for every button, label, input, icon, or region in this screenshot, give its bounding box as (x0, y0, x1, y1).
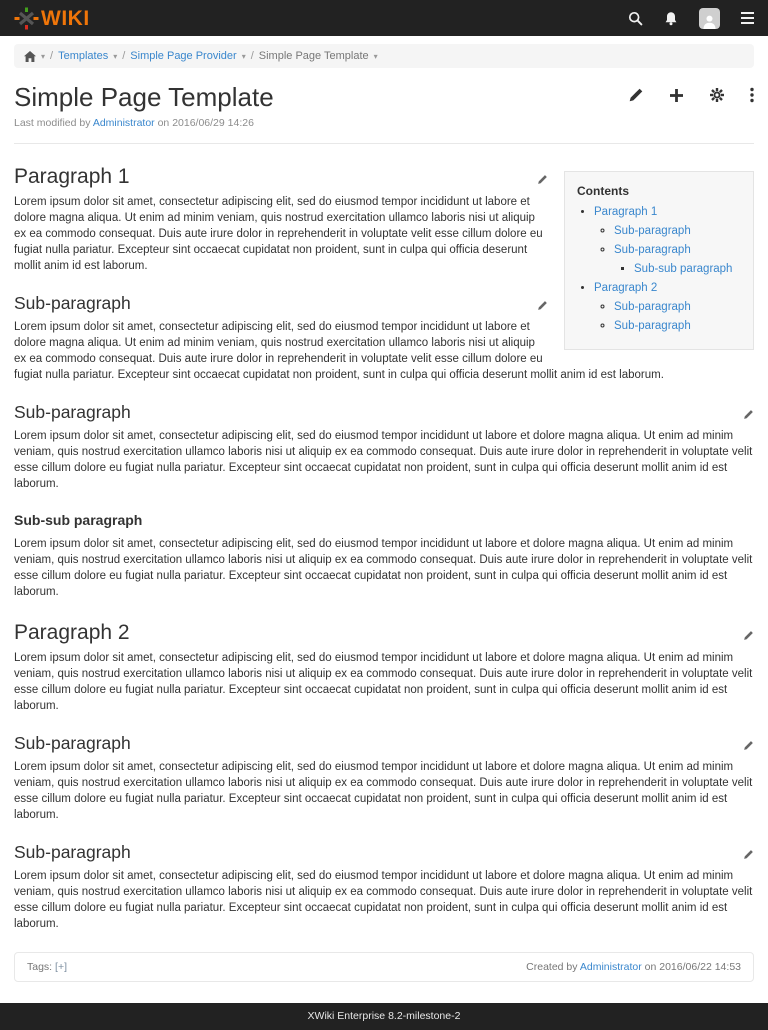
home-icon[interactable] (24, 51, 36, 62)
section-edit-pencil-icon[interactable] (537, 295, 548, 311)
section-heading: Paragraph 1 (14, 164, 130, 188)
toc-item (594, 204, 741, 277)
toc-link-sub-paragraph[interactable]: Sub-paragraph (614, 243, 691, 256)
brand-word: WIKI (41, 6, 90, 30)
modified-prefix: Last modified by (14, 116, 91, 129)
section-sub-sub-paragraph (14, 512, 754, 600)
more-actions-kebab-icon[interactable] (750, 87, 754, 103)
toc-item (614, 242, 741, 277)
drawer-menu-icon[interactable] (741, 12, 754, 24)
section-paragraph-2 (14, 620, 754, 714)
section-heading: Sub-sub paragraph (14, 511, 143, 528)
breadcrumb-item-current: Simple Page Template (258, 50, 369, 62)
section-body: Lorem ipsum dolor sit amet, consectetur adipiscing elit, sed do eiusmod tempor incididunt ut labore et dolore magna aliqua. Ut enim ad minim veniam, quis nostrud exercitation ullamco laboris nisi ut aliquip ex ea commodo consequat. Duis aute irure dolor in reprehenderit in voluptate velit esse cillum dolore eu fugiat nulla pariatur. Excepteur sint occaecat cupidatat non proident, sunt in culpa qui officia deserunt mollit anim id est laborum. (14, 195, 543, 272)
breadcrumb-separator: / (50, 50, 54, 62)
toc-item (594, 280, 741, 334)
page-content (14, 164, 754, 932)
settings-gear-icon[interactable] (709, 87, 725, 103)
page-title: Simple Page Template (14, 82, 274, 112)
breadcrumb-item-simple-page-provider[interactable]: Simple Page Provider (130, 50, 237, 62)
section-heading: Sub-paragraph (14, 401, 131, 422)
xwiki-logo-asterisk-icon (14, 6, 39, 31)
section-sub-paragraph-4 (14, 841, 754, 932)
last-modified-line (14, 117, 754, 129)
section-body: Lorem ipsum dolor sit amet, consectetur adipiscing elit, sed do eiusmod tempor incididunt ut labore et dolore magna aliqua. Ut enim ad minim veniam, quis nostrud exercitation ullamco laboris nisi ut aliquip ex ea commodo consequat. Duis aute irure dolor in reprehenderit in voluptate velit esse cillum dolore eu fugiat nulla pariatur. Excepteur sint occaecat cupidatat non proident, sunt in culpa qui officia deserunt mollit anim id est laborum. (14, 869, 753, 930)
section-edit-pencil-icon[interactable] (743, 625, 754, 641)
create-page-button[interactable] (669, 88, 684, 103)
toc-item (634, 261, 741, 277)
section-body: Lorem ipsum dolor sit amet, consectetur adipiscing elit, sed do eiusmod tempor incididunt ut labore et dolore magna aliqua. Ut enim ad minim veniam, quis nostrud exercitation ullamco laboris nisi ut aliquip ex ea commodo consequat. Duis aute irure dolor in reprehenderit in voluptate velit esse cillum dolore eu fugiat nulla pariatur. Excepteur sint occaecat cupidatat non proident, sunt in culpa qui officia deserunt mollit anim id est laborum. (14, 429, 753, 490)
toc-link-paragraph-2[interactable]: Paragraph 2 (594, 281, 658, 294)
document-footer (14, 952, 754, 982)
section-heading: Sub-paragraph (14, 292, 131, 313)
section-body: Lorem ipsum dolor sit amet, consectetur adipiscing elit, sed do eiusmod tempor incididunt ut labore et dolore magna aliqua. Ut enim ad minim veniam, quis nostrud exercitation ullamco laboris nisi ut aliquip ex ea commodo consequat. Duis aute irure dolor in reprehenderit in voluptate velit esse cillum dolore eu fugiat nulla pariatur. Excepteur sint occaecat cupidatat non proident, sunt in culpa qui officia deserunt mollit anim id est laborum. (14, 760, 753, 821)
edit-page-button[interactable] (628, 87, 644, 103)
tags-area (27, 961, 67, 973)
section-edit-pencil-icon[interactable] (537, 169, 548, 185)
section-sub-paragraph-3 (14, 732, 754, 823)
section-body: Lorem ipsum dolor sit amet, consectetur adipiscing elit, sed do eiusmod tempor incididunt ut labore et dolore magna aliqua. Ut enim ad minim veniam, quis nostrud exercitation ullamco laboris nisi ut aliquip ex ea commodo consequat. Duis aute irure dolor in reprehenderit in voluptate velit esse cillum dolore eu fugiat nulla pariatur. Excepteur sint occaecat cupidatat non proident, sunt in culpa qui officia deserunt mollit anim id est laborum. (14, 651, 753, 712)
toc-item (614, 299, 741, 315)
chevron-down-icon[interactable]: ▾ (241, 51, 246, 61)
breadcrumb-separator: / (122, 50, 126, 62)
version-text: XWiki Enterprise 8.2-milestone-2 (307, 1009, 461, 1022)
notifications-bell-icon[interactable] (664, 11, 678, 26)
contents-panel (564, 171, 754, 350)
chevron-down-icon[interactable]: ▾ (373, 51, 378, 61)
chevron-down-icon[interactable]: ▾ (113, 51, 118, 61)
created-suffix: on 2016/06/22 14:53 (644, 960, 741, 973)
section-body: Lorem ipsum dolor sit amet, consectetur adipiscing elit, sed do eiusmod tempor incididunt ut labore et dolore magna aliqua. Ut enim ad minim veniam, quis nostrud exercitation ullamco laboris nisi ut aliquip ex ea commodo consequat. Duis aute irure dolor in reprehenderit in voluptate velit esse cillum dolore eu fugiat nulla pariatur. Excepteur sint occaecat cupidatat non proident, sunt in culpa qui officia deserunt mollit anim id est laborum. (14, 320, 664, 381)
created-prefix: Created by (526, 960, 578, 973)
section-edit-pencil-icon[interactable] (743, 735, 754, 751)
modified-by-user-link[interactable]: Administrator (92, 116, 155, 129)
avatar-image (699, 8, 720, 29)
breadcrumb-separator: / (250, 50, 254, 62)
add-tag-button[interactable]: [+] (55, 960, 67, 973)
search-icon[interactable] (628, 11, 643, 26)
toc-item (614, 223, 741, 239)
toc-item (614, 318, 741, 334)
xwiki-logo[interactable] (14, 6, 90, 31)
version-footer-bar (0, 1003, 768, 1030)
section-heading: Sub-paragraph (14, 841, 131, 862)
toc-link-paragraph-1[interactable]: Paragraph 1 (594, 205, 658, 218)
toc-link-sub-paragraph[interactable]: Sub-paragraph (614, 319, 691, 332)
modified-suffix: on 2016/06/29 14:26 (157, 116, 254, 129)
breadcrumb-item-templates[interactable]: Templates (58, 50, 109, 62)
toc-link-sub-sub-paragraph[interactable]: Sub-sub paragraph (634, 262, 733, 275)
section-edit-pencil-icon[interactable] (743, 404, 754, 420)
toc-link-sub-paragraph[interactable]: Sub-paragraph (614, 300, 691, 313)
breadcrumb (14, 44, 754, 68)
section-heading: Sub-paragraph (14, 732, 131, 753)
title-divider (14, 143, 754, 144)
contents-title: Contents (577, 183, 629, 198)
created-by-user-link[interactable]: Administrator (579, 960, 642, 973)
tags-label: Tags: (27, 960, 53, 973)
top-navbar (0, 0, 768, 36)
user-avatar[interactable] (699, 8, 720, 29)
section-body: Lorem ipsum dolor sit amet, consectetur adipiscing elit, sed do eiusmod tempor incididunt ut labore et dolore magna aliqua. Ut enim ad minim veniam, quis nostrud exercitation ullamco laboris nisi ut aliquip ex ea commodo consequat. Duis aute irure dolor in reprehenderit in voluptate velit esse cillum dolore eu fugiat nulla pariatur. Excepteur sint occaecat cupidatat non proident, sunt in culpa qui officia deserunt mollit anim id est laborum. (14, 537, 753, 598)
toc-link-sub-paragraph[interactable]: Sub-paragraph (614, 224, 691, 237)
section-heading: Paragraph 2 (14, 620, 130, 644)
section-edit-pencil-icon[interactable] (743, 844, 754, 860)
chevron-down-icon[interactable]: ▾ (41, 51, 46, 61)
section-sub-paragraph-2 (14, 401, 754, 492)
created-line (526, 961, 741, 973)
